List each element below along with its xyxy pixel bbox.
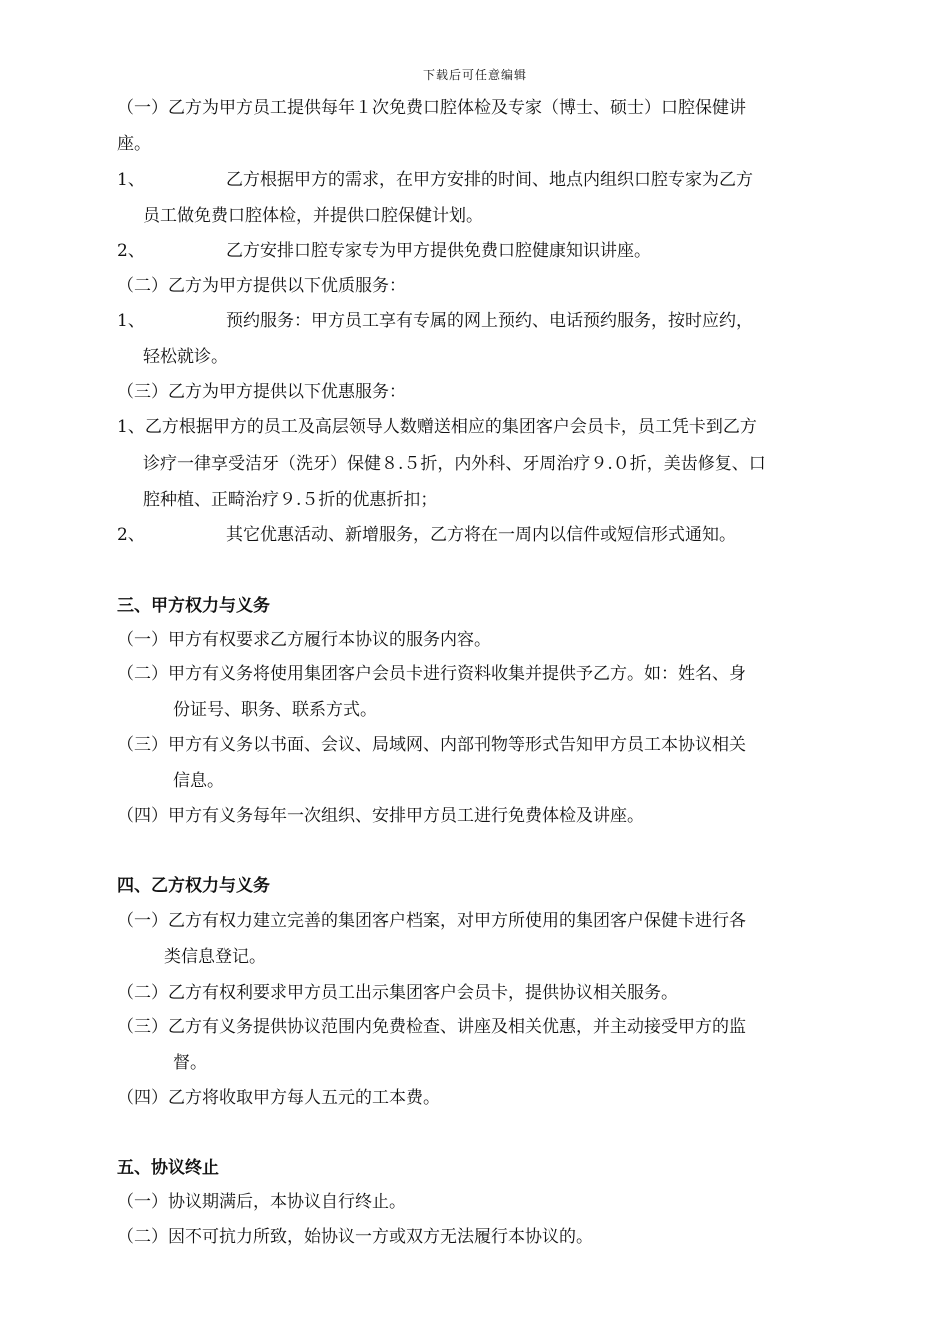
party-b-clause-2: （二）乙方有权利要求甲方员工出示集团客户会员卡，提供协议相关服务。 [117, 983, 678, 1003]
item-2-line1: 乙方安排口腔专家专为甲方提供免费口腔健康知识讲座。 [226, 241, 651, 261]
item-1-line2: 员工做免费口腔体检，并提供口腔保健计划。 [143, 206, 483, 226]
item-number: 2、 [117, 525, 145, 545]
party-b-clause-3-line1: （三）乙方有义务提供协议范围内免费检查、讲座及相关优惠，并主动接受甲方的监 [117, 1017, 746, 1037]
party-a-clause-1: （一）甲方有权要求乙方履行本协议的服务内容。 [117, 630, 491, 650]
party-a-clause-3-line1: （三）甲方有义务以书面、会议、局域网、内部刊物等形式告知甲方员工本协议相关 [117, 735, 746, 755]
item-number: 2、 [117, 241, 145, 261]
termination-clause-2: （二）因不可抗力所致，始协议一方或双方无法履行本协议的。 [117, 1227, 593, 1247]
party-a-clause-2-line1: （二）甲方有义务将使用集团客户会员卡进行资料收集并提供予乙方。如：姓名、身 [117, 664, 746, 684]
service-item-line1: 预约服务：甲方员工享有专属的网上预约、电话预约服务，按时应约， [226, 311, 753, 331]
section-heading-4: 四、乙方权力与义务 [117, 876, 270, 896]
party-b-clause-1-line2: 类信息登记。 [164, 947, 266, 967]
item-1-line1: 乙方根据甲方的需求，在甲方安排的时间、地点内组织口腔专家为乙方 [226, 170, 753, 190]
party-a-clause-2-line2: 份证号、职务、联系方式。 [173, 700, 377, 720]
item-number: 1、 [117, 170, 145, 190]
party-b-clause-3-line2: 督。 [173, 1053, 207, 1073]
party-a-clause-3-line2: 信息。 [173, 771, 224, 791]
clause-1-3: （三）乙方为甲方提供以下优惠服务： [117, 382, 406, 402]
item-number: 1、 [117, 311, 145, 331]
clause-1-2: （二）乙方为甲方提供以下优质服务： [117, 276, 406, 296]
page-header: 下载后可任意编辑 [422, 68, 527, 82]
party-a-clause-4: （四）甲方有义务每年一次组织、安排甲方员工进行免费体检及讲座。 [117, 806, 644, 826]
discount-item-line3: 腔种植、正畸治疗９.５折的优惠折扣； [143, 490, 438, 510]
party-b-clause-1-line1: （一）乙方有权力建立完善的集团客户档案，对甲方所使用的集团客户保健卡进行各 [117, 911, 746, 931]
clause-1-1-line2: 座。 [117, 134, 151, 154]
section-heading-3: 三、甲方权力与义务 [117, 596, 270, 616]
clause-1-1-line1: （一）乙方为甲方员工提供每年１次免费口腔体检及专家（博士、硕士）口腔保健讲 [117, 98, 746, 118]
discount-item-line2: 诊疗一律享受洁牙（洗牙）保健８.５折，内外科、牙周治疗９.０折，美齿修复、口 [143, 454, 766, 474]
discount-item-line1: 1、乙方根据甲方的员工及高层领导人数赠送相应的集团客户会员卡，员工凭卡到乙方 [117, 417, 757, 437]
section-heading-5: 五、协议终止 [117, 1158, 219, 1178]
discount-item-2: 其它优惠活动、新增服务，乙方将在一周内以信件或短信形式通知。 [226, 525, 736, 545]
party-b-clause-4: （四）乙方将收取甲方每人五元的工本费。 [117, 1088, 440, 1108]
termination-clause-1: （一）协议期满后，本协议自行终止。 [117, 1192, 406, 1212]
service-item-line2: 轻松就诊。 [143, 347, 228, 367]
